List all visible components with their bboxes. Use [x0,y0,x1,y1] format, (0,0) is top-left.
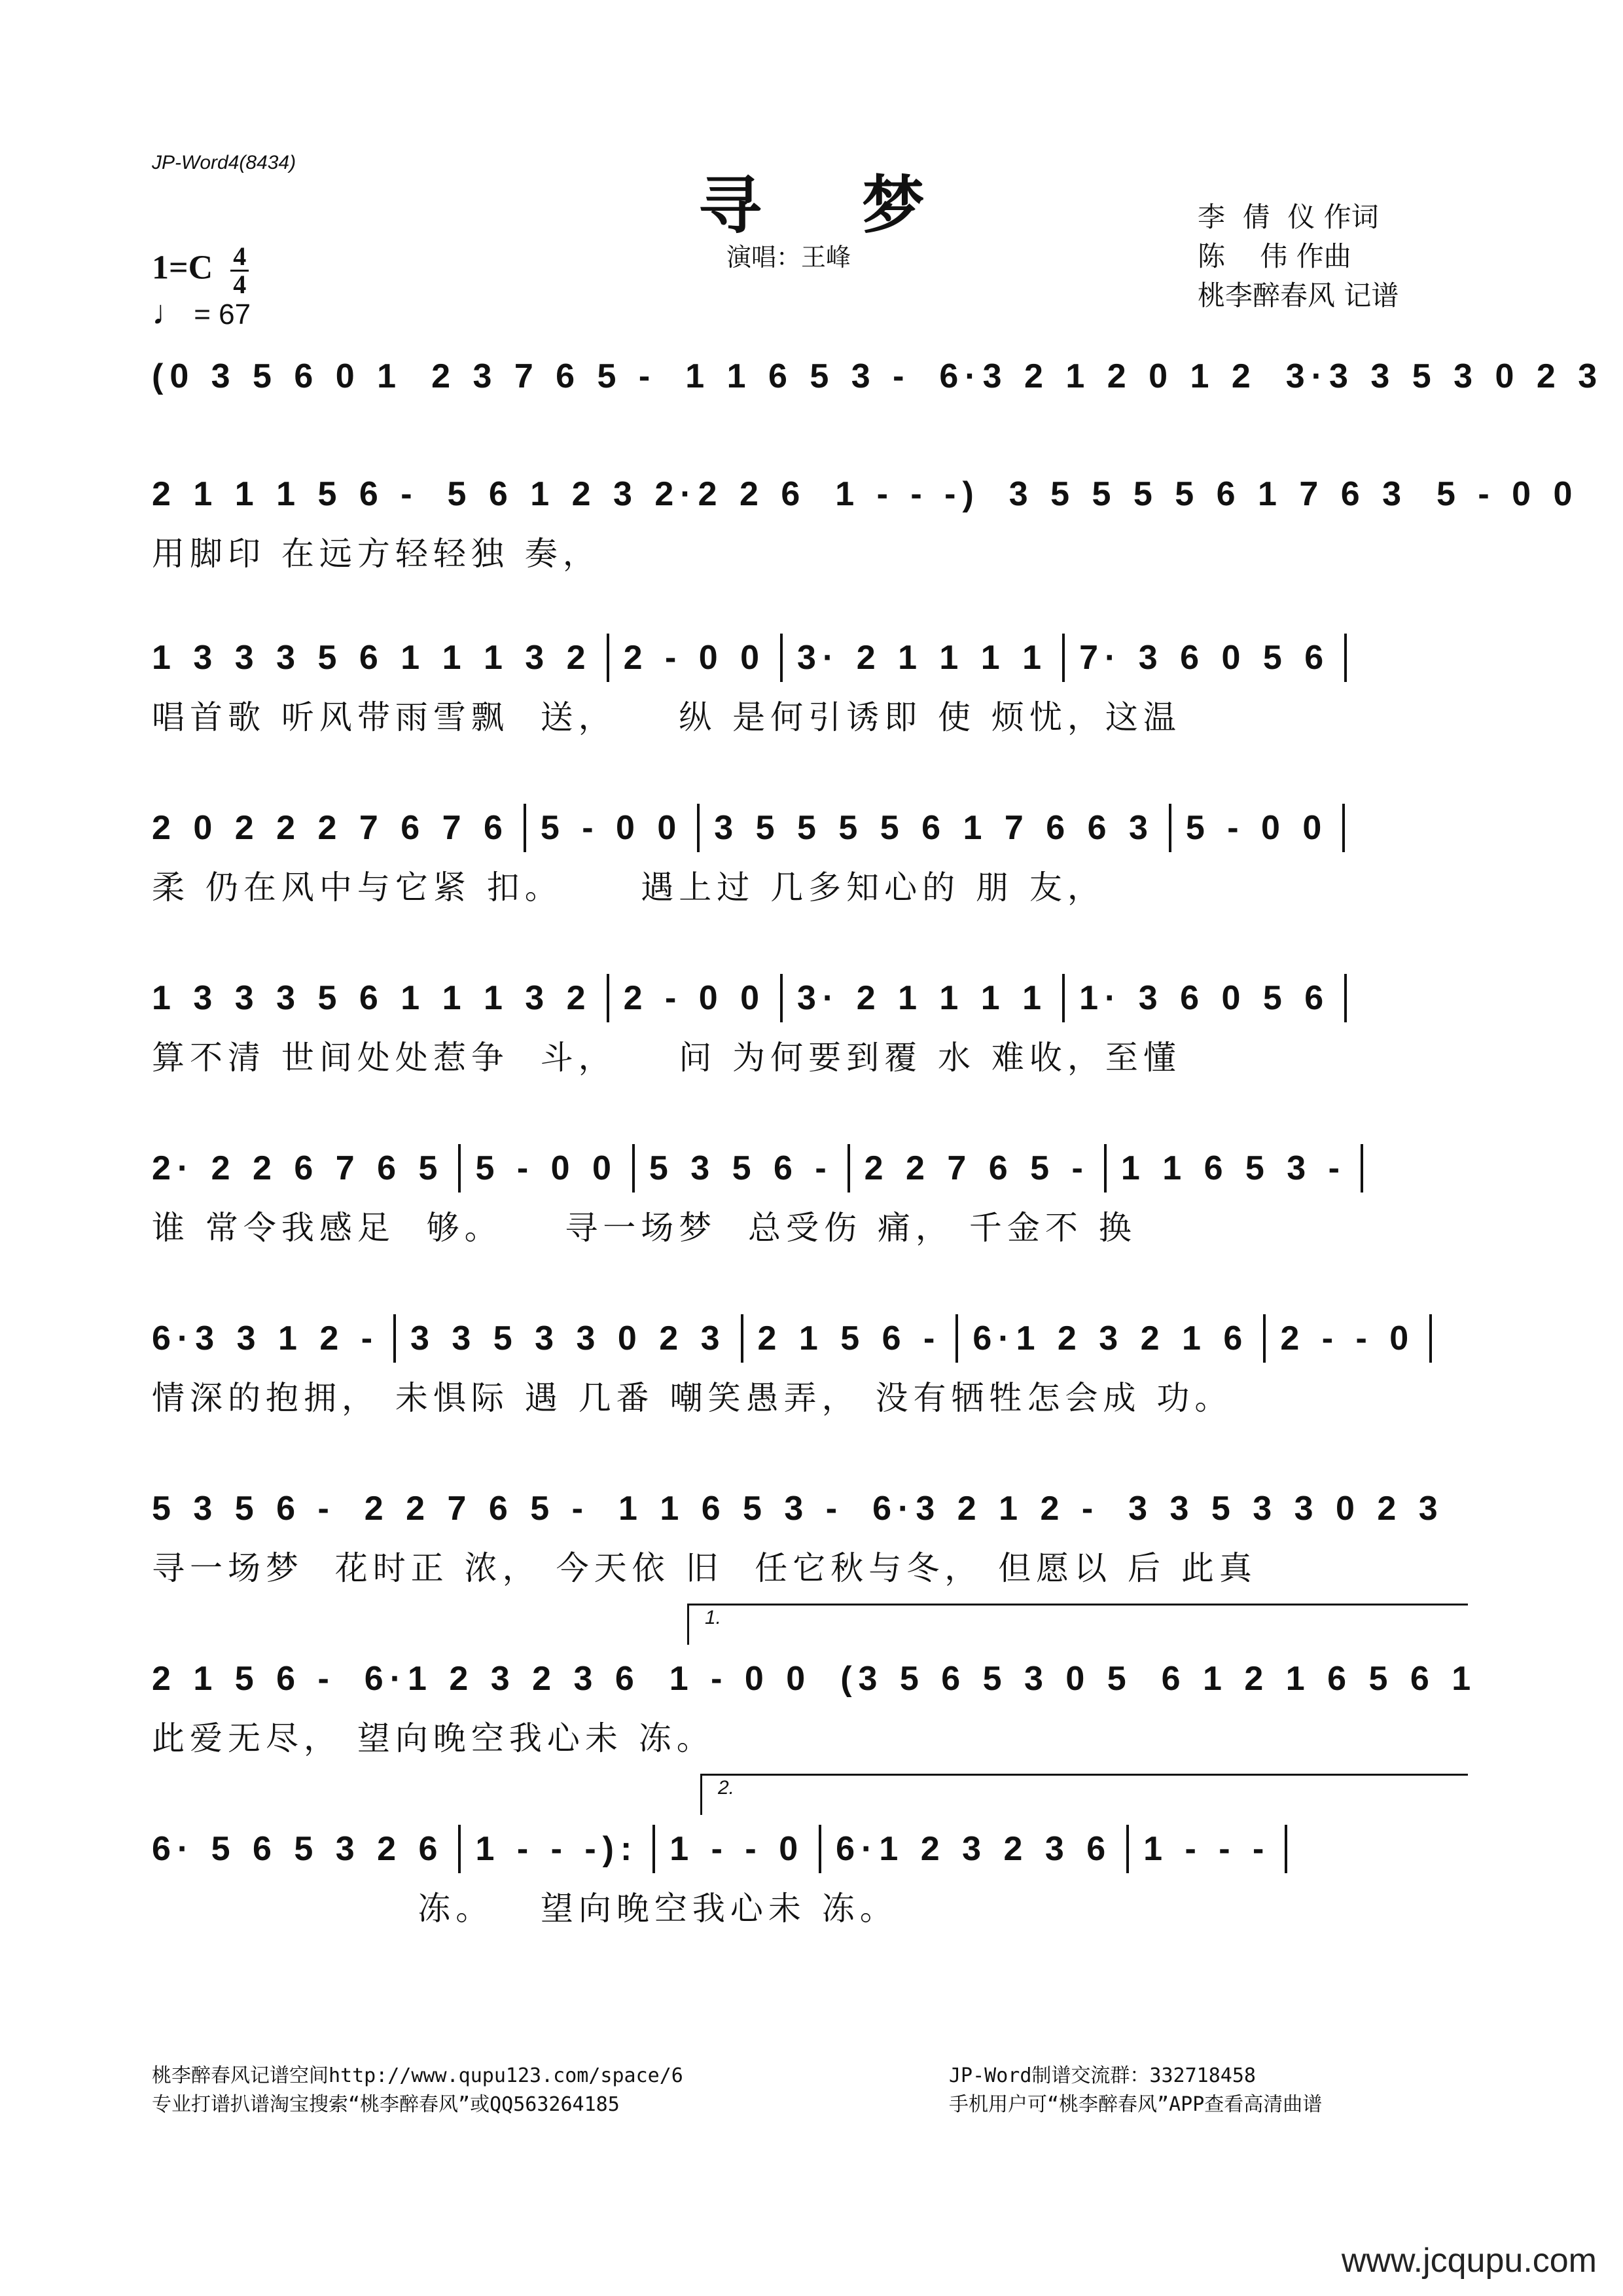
measure: 2 - 0 0 [623,979,766,1017]
measure: 2· 2 2 6 7 6 5 [152,1149,444,1187]
measure: 5 - 0 0 [540,809,683,847]
key-signature [152,243,249,298]
measure: 2 - 0 0 [623,639,766,677]
barline [847,1144,850,1193]
barline [1062,974,1065,1022]
measure: 2 1 1 1 5 6 - [152,475,419,513]
measure: 2 1 5 6 - [152,1660,336,1698]
quarter-note-icon: ♩ [152,294,186,332]
singer-label: 演唱：王峰 [726,243,851,272]
measure: 6·3 2 1 2 - [872,1490,1100,1528]
song-title: 寻 梦 [698,168,964,242]
lyric-line: 唱首歌 听风带雨雪飘 送， 纵 是何引诱即 使 烦忧，这温 [152,698,1181,736]
barline [741,1314,743,1363]
barline [1126,1825,1129,1873]
measure: 3 3 5 3 3 0 2 3 [410,1319,726,1357]
barline [458,1144,461,1193]
footer-group-text: JP-Word制谱交流群：332718458 [949,2064,1256,2087]
lyric-line: 此爱无尽， 望向晚空我心未 冻。 [152,1719,715,1757]
notation-row [152,1139,1471,1198]
measure: 5 6 1 2 3 2·2 2 6 [447,475,807,513]
footer-right [949,2062,1322,2119]
lyric-line: 寻一场梦 花时正 浓， 今天依 旧 任它秋与冬， 但愿以 后 此真 [152,1549,1257,1587]
barline [1285,1825,1287,1873]
lyric-line: 柔 仍在风中与它紧 扣。 遇上过 几多知心的 朋 友， [152,869,1105,906]
barline [955,1314,958,1363]
lyric-line: 冻。 望向晚空我心未 冻。 [152,1890,898,1928]
measure: 5 3 5 6 - [152,1490,336,1528]
barline [1169,804,1171,852]
transcriber-credit: 桃李醉春风 记谱 [1198,279,1399,312]
barline [1361,1144,1363,1193]
notation-row [152,628,1471,687]
barline [1263,1314,1266,1363]
lyric-line: 用脚印 在远方轻轻独 奏， [152,535,601,573]
measure: 7· 3 6 0 5 6 [1079,639,1330,677]
measure: 1 - - -): [475,1830,639,1868]
notation-row [152,1479,1471,1538]
notation-row [152,798,1471,857]
measure: 5 - 0 0 [1185,809,1329,847]
measure: 1 1 6 5 3 - [1120,1149,1346,1187]
measure: 6·1 2 3 2 3 6 [364,1660,641,1698]
barline [780,974,783,1022]
time-bottom: 4 [233,270,247,299]
barline [607,974,609,1022]
measure: 2 1 5 6 - [757,1319,942,1357]
volta-bracket [700,1774,1468,1815]
measure: 1 1 6 5 3 - [618,1490,844,1528]
measure: 3 5 5 5 5 6 1 7 6 3 [1008,475,1408,513]
measure: 5 3 5 6 - [649,1149,833,1187]
barline [1429,1314,1432,1363]
barline [524,804,526,852]
measure: 2 - - 0 [1280,1319,1416,1357]
watermark: www.jcqupu.com [1341,2242,1597,2280]
measure: 1 3 3 3 5 6 1 1 1 3 2 [152,979,592,1017]
measure: 6· 5 6 5 3 2 6 [152,1830,444,1868]
notation-row [152,347,1604,406]
notation-row [152,1820,1471,1878]
measure: 3· 2 1 1 1 1 [797,979,1048,1017]
measure: 1 - - - [1143,1830,1271,1868]
measure: 2 2 7 6 5 - [364,1490,590,1528]
measure: 1 3 3 3 5 6 1 1 1 3 2 [152,639,592,677]
footer-left [152,2062,683,2119]
time-signature [230,243,249,298]
volta-number: 2. [718,1777,735,1799]
barline [1344,974,1347,1022]
measure: (3 5 6 5 3 0 5 [840,1660,1133,1698]
lyric-line: 算不清 世间处处惹争 斗， 问 为何要到覆 水 难收，至懂 [152,1039,1181,1077]
barline [1342,804,1345,852]
measure: 3 3 5 3 3 0 2 3 [1128,1490,1444,1528]
lyric-line: 谁 常令我感足 够。 寻一场梦 总受伤 痛， 千金不 换 [152,1209,1137,1247]
footer-taobao-text: 专业打谱扒谱淘宝搜索“桃李醉春风”或QQ563264185 [152,2093,620,2116]
volta-number: 1. [705,1607,722,1628]
barline [393,1314,396,1363]
barline [780,634,783,682]
barline [819,1825,821,1873]
barline [1344,634,1347,682]
credits [1198,198,1472,315]
measure: 1 - - 0 [669,1830,805,1868]
measure: 1· 3 6 0 5 6 [1079,979,1330,1017]
measure: 6·3 3 1 2 - [152,1319,380,1357]
time-top: 4 [233,242,247,271]
lyricist-credit: 李 倩 仪 作词 [1198,201,1379,233]
measure: 6·3 2 1 2 0 1 2 [939,357,1257,395]
notation-row [152,1649,1478,1708]
lyric-line: 情深的抱拥， 未惧际 遇 几番 嘲笑愚弄， 没有牺牲怎会成 功。 [152,1379,1233,1417]
barline [697,804,700,852]
measure: 5 - 0 0 [1436,475,1579,513]
notation-row [152,969,1471,1028]
measure: 3 5 5 5 5 6 1 7 6 6 3 [714,809,1154,847]
composer-credit: 陈 伟 作曲 [1198,240,1351,272]
barline [458,1825,461,1873]
tempo-value: = 67 [194,298,251,331]
measure: 3· 2 1 1 1 1 [797,639,1048,677]
measure: 3·3 3 5 3 0 2 3 [1285,357,1604,395]
measure: 1 - 0 0 [669,1660,812,1698]
notation-row [152,465,1579,524]
measure: 2 3 7 6 5 - [431,357,657,395]
barline [652,1825,655,1873]
measure: 2 2 7 6 5 - [864,1149,1090,1187]
volta-bracket [687,1604,1468,1645]
barline [632,1144,635,1193]
measure: 5 - 0 0 [475,1149,618,1187]
software-label: JP-Word4(8434) [152,152,296,173]
barline [1104,1144,1107,1193]
notation-row [152,1309,1471,1368]
footer-app-text: 手机用户可“桃李醉春风”APP查看高清曲谱 [949,2093,1323,2116]
key-label: 1=C [152,249,213,287]
tempo-marking [152,293,251,332]
measure: 6·1 2 3 2 3 6 [836,1830,1113,1868]
measure: 1 1 6 5 3 - [685,357,911,395]
measure: (0 3 5 6 0 1 [152,357,403,395]
measure: 6·1 2 3 2 1 6 [972,1319,1249,1357]
footer-space-link[interactable]: 桃李醉春风记谱空间http://www.qupu123.com/space/6 [152,2064,683,2087]
measure: 1 - - -) [835,475,980,513]
barline [1062,634,1065,682]
barline [607,634,609,682]
measure: 6 1 2 1 6 5 6 1 [1161,1660,1478,1698]
measure: 2 0 2 2 2 7 6 7 6 [152,809,509,847]
